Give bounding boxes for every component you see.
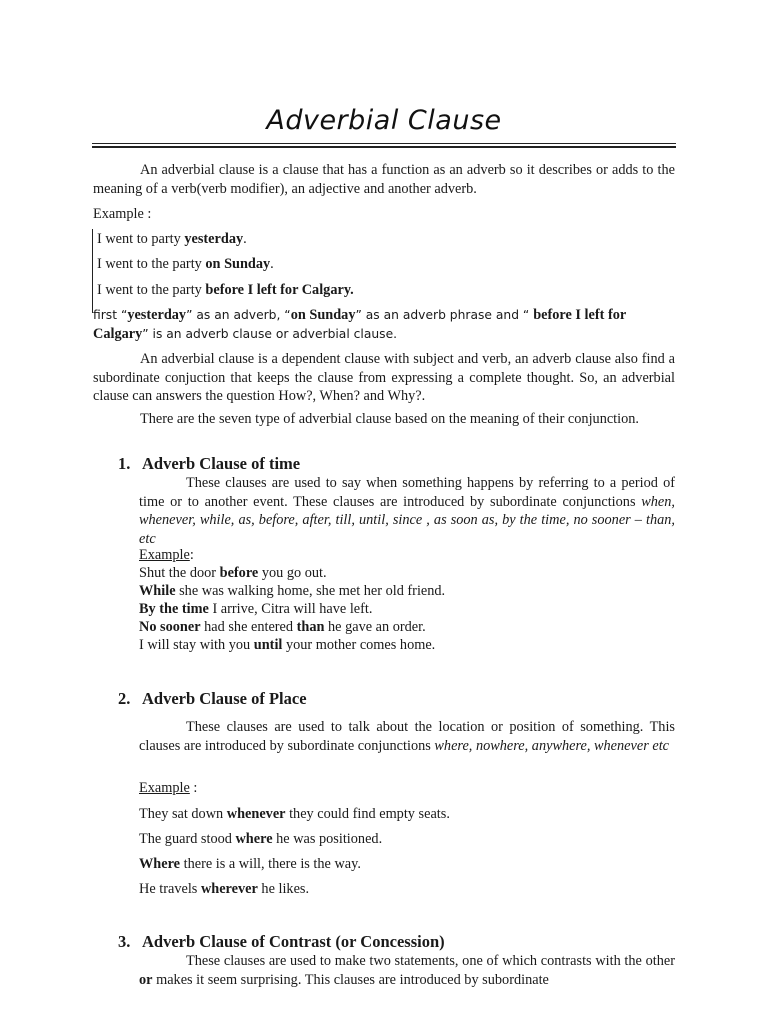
section-2-example-label: Example : — [139, 780, 198, 796]
example-bracket — [92, 229, 93, 313]
example-label: Example : — [93, 206, 152, 222]
example-line-1: I went to party yesterday. — [97, 231, 247, 247]
section-3-description: These clauses are used to make two statements, one of which contrasts with the other or makes it seem surprising. This clauses are introduced by subordinate — [139, 953, 675, 988]
section-2-example-1: They sat down whenever they could find empty seats. — [139, 806, 450, 822]
section-2-example-3: Where there is a will, there is the way. — [139, 856, 361, 872]
section-1-example-1: Shut the door before you go out. — [139, 565, 327, 581]
title-underline-thick — [92, 146, 676, 148]
section-1-example-5: I will stay with you until your mother comes home. — [139, 637, 436, 653]
section-1-example-4: No sooner had she entered than he gave an order. — [139, 619, 426, 635]
example-line-2: I went to the party on Sunday. — [97, 256, 274, 272]
section-2-description: These clauses are used to talk about the location or position of something. This clauses are introduced by subordinate conjunctions where, nowhere, anywhere, whenever etc — [139, 719, 675, 754]
section-2-example-4: He travels wherever he likes. — [139, 881, 310, 897]
section-3-heading: 3. Adverb Clause of Contrast (or Concession) — [118, 932, 445, 951]
types-intro-paragraph: There are the seven type of adverbial clause based on the meaning of their conjunction. — [140, 411, 640, 427]
section-1-example-2: While she was walking home, she met her old friend. — [139, 583, 446, 599]
section-1-example-label: Example: — [139, 547, 194, 563]
section-1-heading: 1. Adverb Clause of time — [118, 454, 301, 473]
explanation-paragraph: first “yesterday” as an adverb, “on Sunday” as an adverb phrase and “ before I left for Calgary” is an adverb clause or adverbial clause. — [93, 307, 626, 342]
section-2-heading: 2. Adverb Clause of Place — [118, 689, 307, 708]
definition-paragraph: An adverbial clause is a dependent clause with subject and verb, an adverb clause also find a subordinate conjuction that keeps the clause from expressing a complete thought. So, an adverbial clause can answers the question How?, When? and Why?. — [93, 351, 675, 404]
title-underline — [92, 143, 676, 144]
intro-paragraph: An adverbial clause is a clause that has a function as an adverb so it describes or adds to the meaning of a verb(verb modifier), an adjective and another adverb. — [93, 162, 675, 197]
page-title: Adverbial Clause — [266, 105, 502, 136]
section-1-description: These clauses are used to say when something happens by referring to a period of time or to another event. These clauses are introduced by subordinate conjunctions when, whenever, while, as, before, after, till, until, since , as soon as, by the time, no sooner – than, etc — [139, 475, 675, 547]
section-1-example-3: By the time I arrive, Citra will have left. — [139, 601, 373, 617]
example-line-3: I went to the party before I left for Calgary. — [97, 282, 354, 298]
section-2-example-2: The guard stood where he was positioned. — [139, 831, 383, 847]
